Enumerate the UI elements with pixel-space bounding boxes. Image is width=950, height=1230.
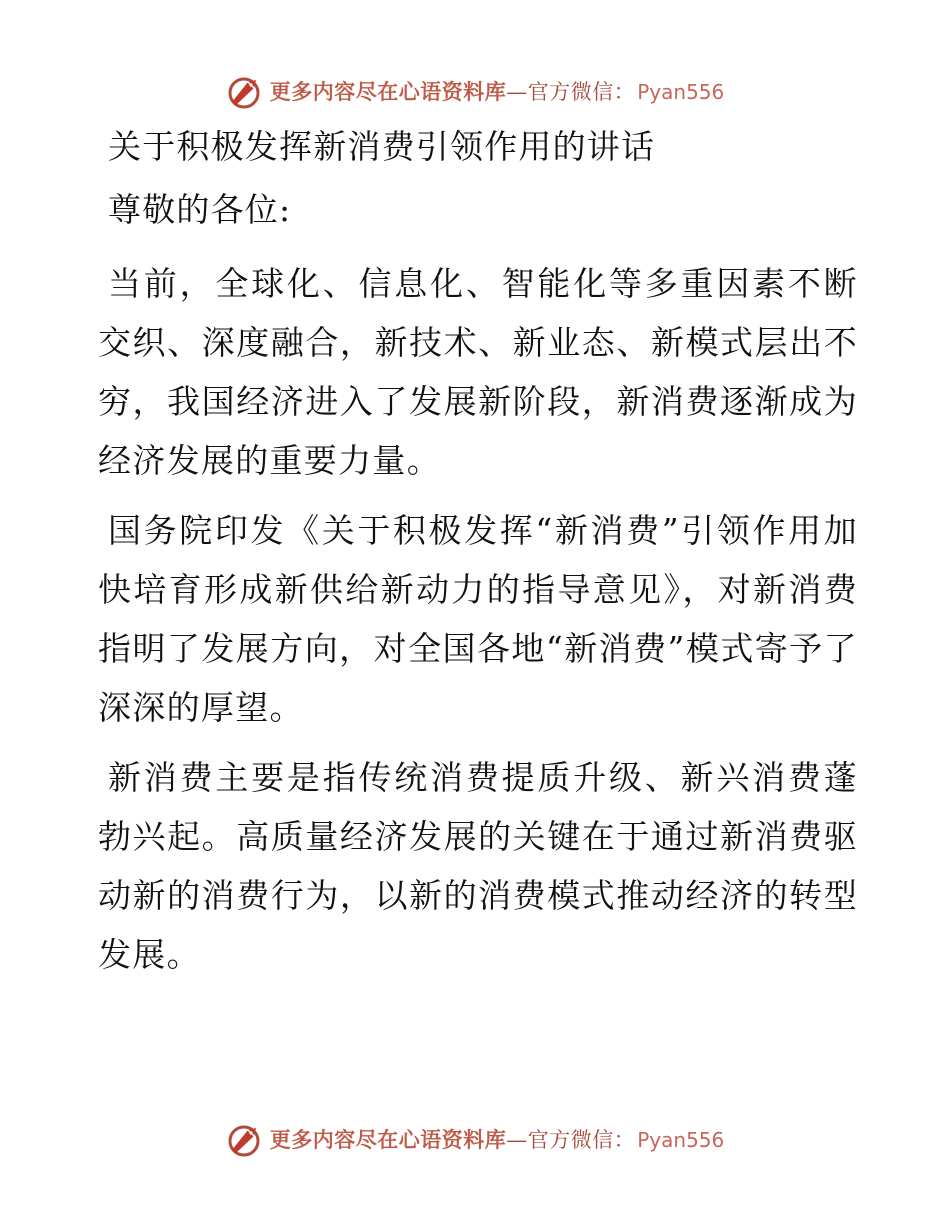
document-title: 关于积极发挥新消费引领作用的讲话 (108, 127, 656, 166)
paragraph-3: 新消费主要是指传统消费提质升级、新兴消费蓬勃兴起。高质量经济发展的关键在于通过新消费驱动新的消费行为，以新的消费模式推动经济的转型发展。 (98, 758, 858, 974)
watermark-dash: — (506, 80, 528, 104)
header-watermark (0, 70, 950, 114)
watermark-id-text: Pyan556 (637, 1128, 725, 1152)
watermark-sub-text: 官方微信： (527, 1128, 636, 1152)
watermark-sub-text: 官方微信： (527, 80, 636, 104)
watermark-text (270, 1129, 725, 1151)
paragraph-2: 国务院印发《关于积极发挥“新消费”引领作用加快培育形成新供给新动力的指导意见》，对新消费指明了发展方向，对全国各地“新消费”模式寄予了深深的厚望。 (98, 511, 858, 727)
watermark-id-text: Pyan556 (637, 80, 725, 104)
watermark-dash: — (506, 1128, 528, 1152)
pen-nib-circle-icon (226, 1122, 262, 1158)
document-body (98, 124, 858, 995)
watermark-text (270, 81, 725, 103)
pen-nib-circle-icon (226, 74, 262, 110)
greeting: 尊敬的各位: (108, 190, 292, 229)
footer-watermark (0, 1118, 950, 1162)
paragraph-1: 当前，全球化、信息化、智能化等多重因素不断交织、深度融合，新技术、新业态、新模式层出不穷，我国经济进入了发展新阶段，新消费逐渐成为经济发展的重要力量。 (98, 264, 858, 480)
watermark-main-text: 更多内容尽在心语资料库 (269, 1127, 507, 1152)
watermark-main-text: 更多内容尽在心语资料库 (269, 79, 507, 104)
